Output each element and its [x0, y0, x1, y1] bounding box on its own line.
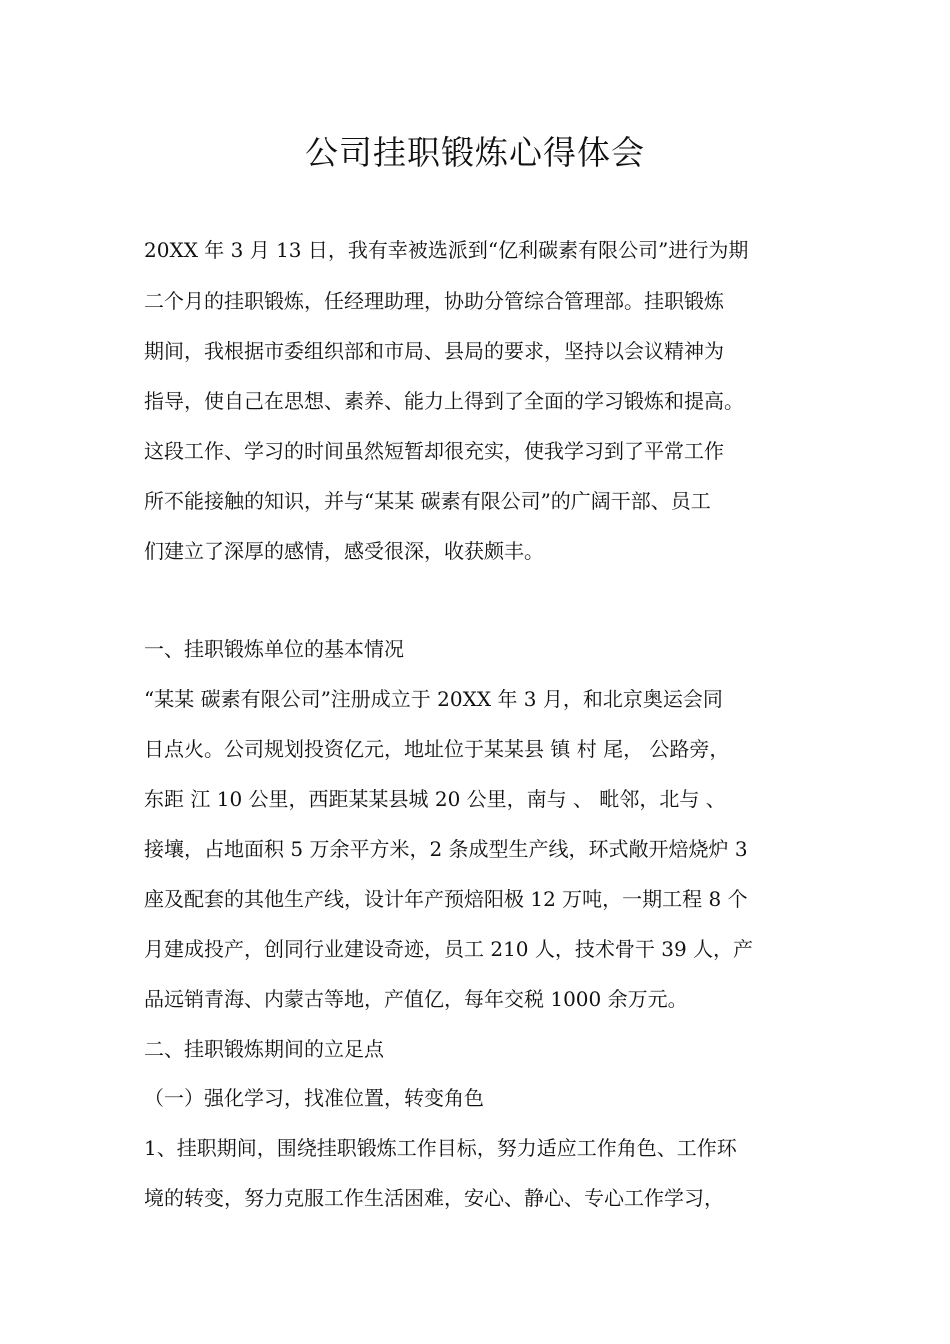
paragraph-line: 日点火。公司规划投资亿元，地址位于某某县 镇 村 尾， 公路旁，	[144, 737, 730, 761]
paragraph-line: 这段工作、学习的时间虽然短暂却很充实，使我学习到了平常工作	[144, 439, 724, 463]
paragraph-line: 20XX 年 3 月 13 日，我有幸被选派到“亿利碳素有限公司”进行为期	[144, 238, 749, 262]
paragraph-line: 接壤，占地面积 5 万余平方米，2 条成型生产线，环式敞开焙烧炉 3	[144, 837, 748, 861]
section-heading: 一、挂职锻炼单位的基本情况	[144, 637, 404, 661]
paragraph-line: 二个月的挂职锻炼，任经理助理，协助分管综合管理部。挂职锻炼	[144, 289, 724, 313]
paragraph-line: 所不能接触的知识，并与“某某 碳素有限公司”的广阔干部、员工	[144, 489, 711, 513]
subsection-heading: （一）强化学习，找准位置，转变角色	[144, 1086, 484, 1110]
paragraph-line: “某某 碳素有限公司”注册成立于 20XX 年 3 月，和北京奥运会同	[144, 687, 723, 711]
section-heading: 二、挂职锻炼期间的立足点	[144, 1037, 384, 1061]
paragraph-line: 们建立了深厚的感情，感受很深，收获颇丰。	[144, 539, 544, 563]
paragraph-line: 期间，我根据市委组织部和市局、县局的要求，坚持以会议精神为	[144, 339, 724, 363]
document-title: 公司挂职锻炼心得体会	[305, 133, 645, 172]
paragraph-line: 指导，使自己在思想、素养、能力上得到了全面的学习锻炼和提高。	[144, 389, 744, 413]
paragraph-line: 1、挂职期间，围绕挂职锻炼工作目标，努力适应工作角色、工作环	[144, 1136, 737, 1160]
paragraph-line: 月建成投产，创同行业建设奇迹，员工 210 人，技术骨干 39 人，产	[144, 937, 754, 961]
paragraph-line: 品远销青海、内蒙古等地，产值亿，每年交税 1000 余万元。	[144, 987, 688, 1011]
paragraph-line: 境的转变，努力克服工作生活困难，安心、静心、专心工作学习，	[144, 1186, 724, 1210]
paragraph-line: 东距 江 10 公里，西距某某县城 20 公里，南与 、 毗邻，北与 、	[144, 787, 726, 811]
paragraph-line: 座及配套的其他生产线，设计年产预焙阳极 12 万吨，一期工程 8 个	[144, 887, 748, 911]
